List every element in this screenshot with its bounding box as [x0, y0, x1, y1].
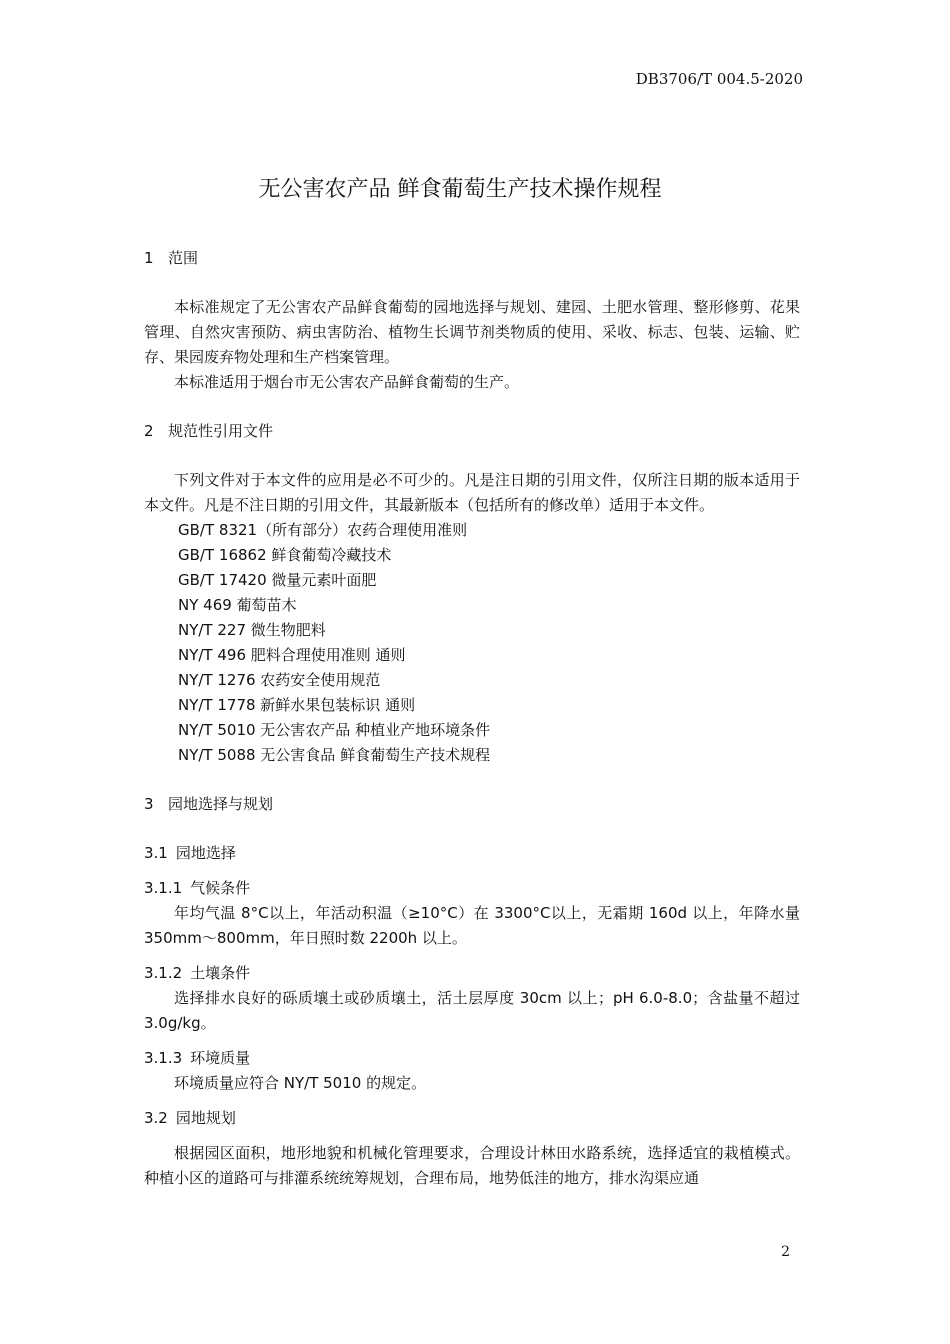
standard-code: DB3706/T 004.5-2020 [635, 70, 803, 88]
reference-item: NY/T 1778 新鲜水果包装标识 通则 [178, 696, 416, 714]
paragraph: 选择排水良好的砾质壤土或砂质壤土，活土层厚度 30cm 以上；pH 6.0-8.0；含盐量不超过 3.0g/kg。 [144, 989, 800, 1032]
reference-item: GB/T 8321（所有部分）农药合理使用准则 [178, 521, 468, 539]
reference-item: NY/T 227 微生物肥料 [178, 621, 326, 639]
section-title: 气候条件 [190, 879, 251, 897]
paragraph: 根据园区面积，地形地貌和机械化管理要求，合理设计林田水路系统，选择适宜的栽植模式。种植小区的道路可与排灌系统统筹规划，合理布局，地势低洼的地方，排水沟渠应通 [144, 1144, 800, 1187]
paragraph: 本标准适用于烟台市无公害农产品鲜食葡萄的生产。 [174, 373, 520, 391]
reference-item: NY 469 葡萄苗木 [178, 596, 297, 614]
section-title: 范围 [168, 249, 199, 267]
section-title: 土壤条件 [190, 964, 251, 982]
section-title: 规范性引用文件 [168, 422, 274, 440]
paragraph: 环境质量应符合 NY/T 5010 的规定。 [174, 1074, 427, 1092]
section-title: 园地选择与规划 [168, 795, 274, 813]
section-number: 3 [144, 795, 154, 813]
section-3-heading [144, 792, 800, 817]
section-number: 1 [144, 249, 154, 267]
reference-item: NY/T 1276 农药安全使用规范 [178, 671, 381, 689]
section-2-heading [144, 419, 800, 444]
section-number: 3.1.1 [144, 879, 183, 897]
reference-item: GB/T 17420 微量元素叶面肥 [178, 571, 377, 589]
reference-item: NY/T 5088 无公害食品 鲜食葡萄生产技术规程 [178, 746, 491, 764]
document-title: 无公害农产品 鲜食葡萄生产技术操作规程 [258, 177, 662, 202]
paragraph: 年均气温 8°C以上，年活动积温（≥10°C）在 3300°C以上，无霜期 160d 以上，年降水量 350mm～800mm，年日照时数 2200h 以上。 [144, 904, 800, 947]
section-1-heading [144, 246, 800, 271]
subsection-3-1-2-heading [144, 961, 800, 986]
reference-item: NY/T 496 肥料合理使用准则 通则 [178, 646, 406, 664]
reference-item: GB/T 16862 鲜食葡萄冷藏技术 [178, 546, 392, 564]
section-number: 2 [144, 422, 154, 440]
section-title: 园地规划 [175, 1109, 236, 1127]
subsection-3-1-1-heading [144, 876, 800, 901]
section-number: 3.1.3 [144, 1049, 183, 1067]
subsection-3-1-3-heading [144, 1046, 800, 1071]
page-number: 2 [781, 1244, 790, 1260]
reference-item: NY/T 5010 无公害农产品 种植业产地环境条件 [178, 721, 491, 739]
section-number: 3.2 [144, 1109, 168, 1127]
paragraph: 本标准规定了无公害农产品鲜食葡萄的园地选择与规划、建园、土肥水管理、整形修剪、花果管理、自然灾害预防、病虫害防治、植物生长调节剂类物质的使用、采收、标志、包装、运输、贮存、果园废弃物处理和生产档案管理。 [144, 298, 800, 366]
subsection-3-1-heading [144, 841, 800, 866]
section-title: 园地选择 [175, 844, 236, 862]
subsection-3-2-heading [144, 1106, 800, 1131]
section-title: 环境质量 [190, 1049, 251, 1067]
section-number: 3.1.2 [144, 964, 183, 982]
section-number: 3.1 [144, 844, 168, 862]
paragraph: 下列文件对于本文件的应用是必不可少的。凡是注日期的引用文件，仅所注日期的版本适用于本文件。凡是不注日期的引用文件，其最新版本（包括所有的修改单）适用于本文件。 [144, 471, 800, 514]
document-body [144, 246, 800, 1191]
